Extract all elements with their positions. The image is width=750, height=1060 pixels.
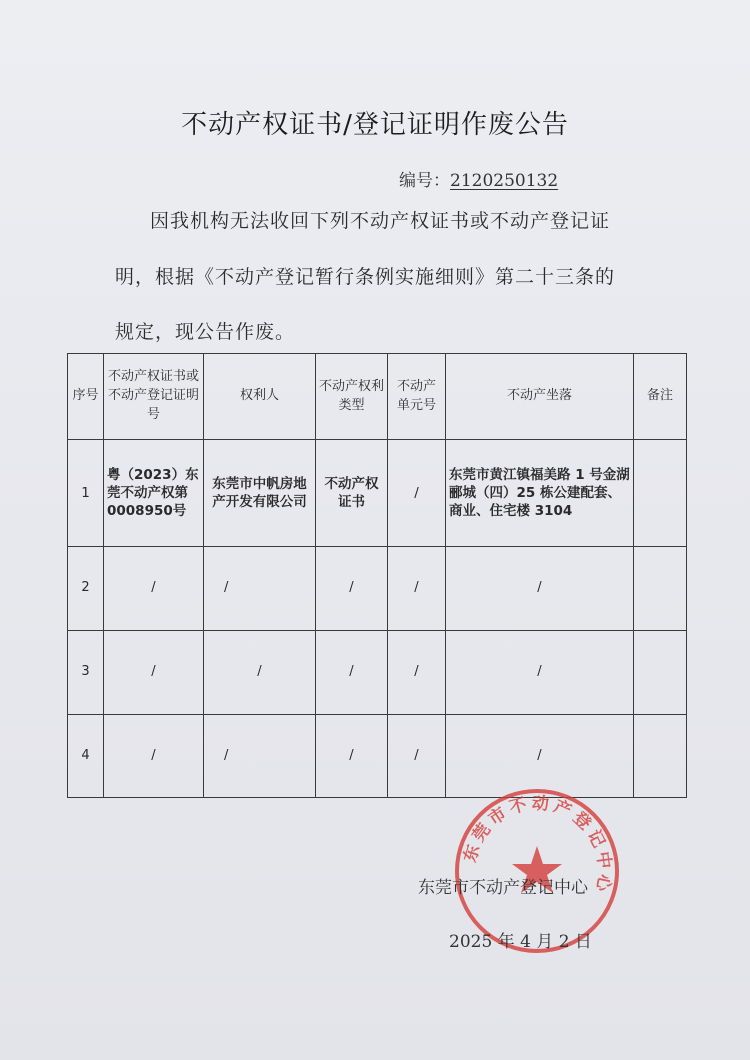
header-unit-number: 不动产单元号 bbox=[388, 354, 446, 440]
table-header-row bbox=[68, 354, 687, 440]
cell-right-type: / bbox=[316, 547, 388, 631]
cell-certificate-number: 粤（2023）东莞不动产权第 0008950号 bbox=[104, 440, 204, 547]
header-certificate-number: 不动产权证书或不动产登记证明号 bbox=[104, 354, 204, 440]
seal-text: 东莞市不动产登记中心 bbox=[460, 793, 615, 898]
header-right-type: 不动产权利类型 bbox=[316, 354, 388, 440]
cell-location: / bbox=[446, 631, 634, 715]
cell-right-holder: / bbox=[204, 547, 316, 631]
cell-right-type: / bbox=[316, 631, 388, 715]
document-title: 不动产权证书/登记证明作废公告 bbox=[181, 110, 569, 140]
table-row bbox=[68, 547, 687, 631]
issue-date: 2025 年 4 月 2 日 bbox=[449, 932, 592, 952]
cell-right-holder: 东莞市中帆房地产开发有限公司 bbox=[204, 440, 316, 547]
header-location: 不动产坐落 bbox=[446, 354, 634, 440]
cell-location: / bbox=[446, 547, 634, 631]
cell-remarks bbox=[634, 440, 687, 547]
cell-serial: 3 bbox=[68, 631, 104, 715]
cell-unit-number: / bbox=[388, 715, 446, 798]
cell-location: 东莞市黄江镇福美路 1 号金湖郦城（四）25 栋公建配套、商业、住宅楼 3104 bbox=[446, 440, 634, 547]
table-row bbox=[68, 440, 687, 547]
cell-serial: 1 bbox=[68, 440, 104, 547]
header-remarks: 备注 bbox=[634, 354, 687, 440]
cell-certificate-number: / bbox=[104, 631, 204, 715]
document-number-value: 2120250132 bbox=[450, 171, 559, 191]
cell-unit-number: / bbox=[388, 547, 446, 631]
cell-location: / bbox=[446, 715, 634, 798]
notice-paragraph-line-3: 规定，现公告作废。 bbox=[115, 321, 296, 343]
cell-certificate-number: / bbox=[104, 547, 204, 631]
cell-right-type: 不动产权证书 bbox=[316, 440, 388, 547]
table-row bbox=[68, 631, 687, 715]
header-serial: 序号 bbox=[68, 354, 104, 440]
cell-remarks bbox=[634, 715, 687, 798]
cell-unit-number: / bbox=[388, 440, 446, 547]
cell-right-holder: / bbox=[204, 715, 316, 798]
cell-remarks bbox=[634, 631, 687, 715]
void-certificate-table bbox=[67, 353, 687, 798]
cell-certificate-number: / bbox=[104, 715, 204, 798]
notice-paragraph-line-1: 因我机构无法收回下列不动产权证书或不动产登记证 bbox=[150, 210, 611, 232]
notice-paragraph-line-2: 明，根据《不动产登记暂行条例实施细则》第二十三条的 bbox=[115, 266, 616, 288]
cell-unit-number: / bbox=[388, 631, 446, 715]
cell-right-holder: / bbox=[204, 631, 316, 715]
document-number-label: 编号： bbox=[399, 171, 450, 191]
cell-remarks bbox=[634, 547, 687, 631]
cell-serial: 2 bbox=[68, 547, 104, 631]
header-right-holder: 权利人 bbox=[204, 354, 316, 440]
cell-serial: 4 bbox=[68, 715, 104, 798]
cell-right-type: / bbox=[316, 715, 388, 798]
document-number bbox=[399, 166, 558, 191]
issuing-organization: 东莞市不动产登记中心 bbox=[418, 878, 588, 898]
